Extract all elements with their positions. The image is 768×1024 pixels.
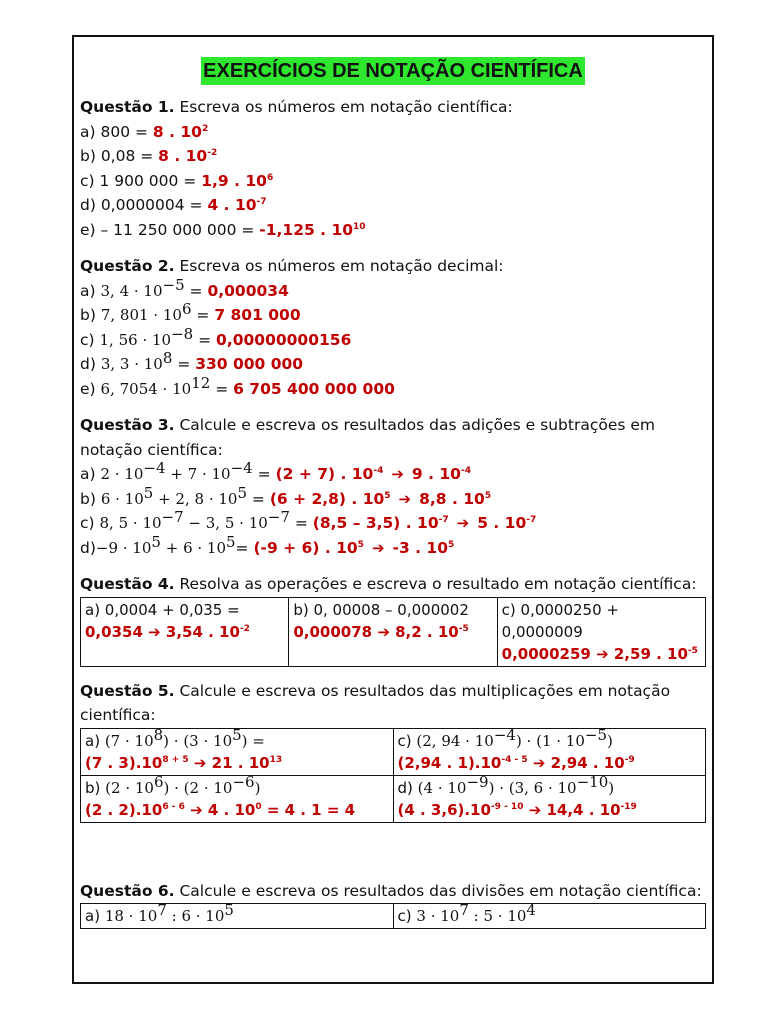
q1-item-c: c) 1 900 000 = 1,9 . $10^6$ <box>80 171 274 190</box>
q5-cell-b: b) $(2 \cdot 10^6) \cdot (2 \cdot 10^{-6})$ (2 . 2).10$^{6 - 6}$ ➔ 4 . $10^0 = 4$ . 1 = 4 <box>81 775 394 822</box>
q1-item-a: a) 800 = 8 . $10^2$ <box>80 122 209 141</box>
q3-item-a: a) $2 \cdot 10^{-4} + 7 \cdot 10^{-4} = (2 + 7)$ . $10^{-4}$ ➔ 9 . $10^{-4}$ <box>80 458 471 483</box>
q4-table <box>80 597 706 667</box>
question-3 <box>80 413 706 560</box>
q5-prompt: Calcule e escreva os resultados das multiplicações em notação científica: <box>80 681 671 724</box>
question-6 <box>80 879 706 930</box>
q2-item-d: d) 3, $3 \cdot 10^8 = 330$ 000 000 <box>80 348 304 373</box>
question-1 <box>80 95 706 242</box>
q2-label: Questão 2. <box>80 257 175 275</box>
q6-table <box>80 903 706 929</box>
q1-label: Questão 1. <box>80 98 175 116</box>
arrow-icon: ➔ <box>456 514 470 532</box>
q2-prompt: Escreva os números em notação decimal: <box>179 257 504 275</box>
q3-label: Questão 3. <box>80 416 175 434</box>
q3-item-b: b) $6 \cdot 10^5 + 2$, $8 \cdot 10^5 = (6 + 2,8)$ . $10^5$ ➔ 8,8 . $10^5$ <box>80 483 492 508</box>
page-title: EXERCÍCIOS DE NOTAÇÃO CIENTÍFICA <box>201 57 585 85</box>
q1-prompt: Escreva os números em notação científica: <box>179 98 513 116</box>
question-4 <box>80 572 706 667</box>
q6-cell-c: c) $3 \cdot 10^7$ : $5 \cdot 10^4$ <box>393 904 706 929</box>
q1-item-e: e) – 11 250 000 000 = -1,125 . $10^{10}$ <box>80 220 366 239</box>
arrow-icon: ➔ <box>371 538 385 557</box>
q6-label: Questão 6. <box>80 881 175 900</box>
q5-cell-c: c) (2, $94 \cdot 10^{-4}) \cdot (1 \cdot 10^{-5})$ (2,94 . $1).10^{-4 - 5}$ ➔ 2,94 . $10^{-9}$ <box>393 728 706 775</box>
q1-item-d: d) 0,0000004 = 4 . $10^{-7}$ <box>80 196 267 214</box>
question-2 <box>80 254 706 401</box>
q4-prompt: Resolva as operações e escreva o resultado em notação científica: <box>179 575 697 593</box>
q3-item-d: $d)-9 \cdot 10^5 + 6 \cdot 10^5= (-9 + 6)$ . $10^5$ ➔ -3 . $10^5$ <box>80 532 455 557</box>
worksheet-frame <box>72 35 714 984</box>
q4-cell-a: a) 0,0004 + 0,035 = 0,0354 ➔ 3,54 . $10^{-2}$ <box>81 597 289 666</box>
q2-item-a: a) 3, $4 \cdot 10^{-5} = 0,000034$ <box>80 275 289 300</box>
q3-prompt: Calcule e escreva os resultados das adições e subtrações em notação científica: <box>80 416 656 459</box>
q5-table <box>80 725 706 823</box>
q3-item-c: c) 8, $5 \cdot 10^{-7} - 3$, $5 \cdot 10^{-7} = (8,5 - 3,5)$ . $10^{-7}$ ➔ 5 . $10^{-7}$ <box>80 507 537 532</box>
spacer <box>80 823 706 867</box>
q5-cell-d: d) $(4 \cdot 10^{-9}) \cdot (3$, $6 \cdot 10^{-10}$) (4 . $3,6).10^{-9 - 10}$ ➔ 14,4 . $10^{-19}$ <box>393 775 706 822</box>
q4-label: Questão 4. <box>80 575 175 593</box>
q2-item-e: e) 6, $7054 \cdot 10^{12} = 6$ 705 400 000 000 <box>80 373 395 398</box>
q5-cell-a: a) $(7 \cdot 10^8) \cdot (3 \cdot 10^5)$ = (7 . $3).10^{8 + 5}$ ➔ 21 . $10^{13}$ <box>81 728 394 775</box>
q2-item-b: b) 7, $801 \cdot 10^6 = 7$ 801 000 <box>80 299 301 324</box>
q2-item-c: c) 1, $56 \cdot 10^{-8} = 0,00000000156$ <box>80 324 352 349</box>
worksheet-content <box>74 95 712 929</box>
q4-cell-b: b) 0, 00008 – 0,000002 0,000078 ➔ 8,2 . $10^{-5}$ <box>289 597 497 666</box>
arrow-icon: ➔ <box>398 489 412 508</box>
q5-label: Questão 5. <box>80 681 175 700</box>
q6-cell-a: a) $18 \cdot 10^7$ : $6 \cdot 10^5$ <box>81 904 394 929</box>
q1-item-b: b) 0,08 = 8 . $10^{-2}$ <box>80 147 218 165</box>
q4-cell-c: c) 0,0000250 + 0,0000009 0,0000259 ➔ 2,59 . $10^{-5}$ <box>497 597 705 666</box>
question-5 <box>80 679 706 823</box>
q6-prompt: Calcule e escreva os resultados das divisões em notação científica: <box>179 881 702 900</box>
arrow-icon: ➔ <box>391 465 404 483</box>
